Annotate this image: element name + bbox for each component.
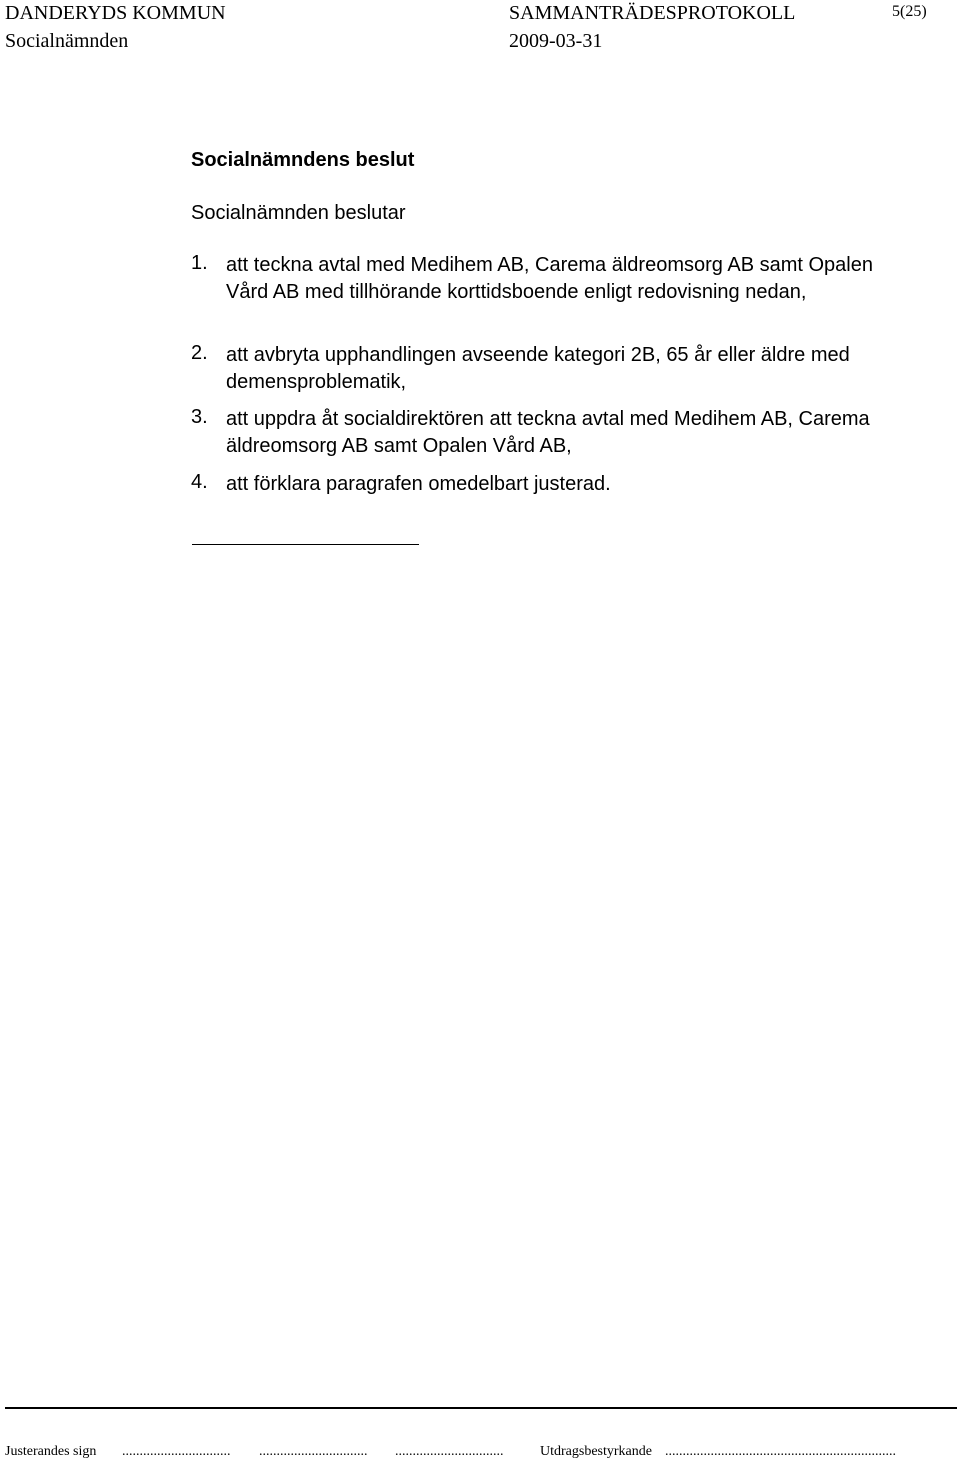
extract-signature-line: .................................................................. xyxy=(665,1444,896,1459)
signature-line-1: ............................... xyxy=(122,1444,231,1459)
section-divider xyxy=(192,544,419,545)
department-name: Socialnämnden xyxy=(5,30,129,52)
section-heading: Socialnämndens beslut xyxy=(191,149,415,171)
item-text: att avbryta upphandlingen avseende kategori 2B, 65 år eller äldre med demensproblematik, xyxy=(226,344,850,393)
item-number: 2. xyxy=(191,342,208,364)
item-text: att teckna avtal med Medihem AB, Carema äldreomsorg AB samt Opalen Vård AB med tillhörande korttidsboende enligt redovisning nedan, xyxy=(226,254,873,303)
justerandes-sign-label: Justerandes sign xyxy=(5,1444,97,1459)
item-number: 3. xyxy=(191,406,208,428)
signature-line-2: ............................... xyxy=(259,1444,368,1459)
utdragsbestyrkande-label: Utdragsbestyrkande xyxy=(540,1444,652,1459)
document-type: SAMMANTRÄDESPROTOKOLL xyxy=(509,2,796,24)
item-text: att uppdra åt socialdirektören att teckna avtal med Medihem AB, Carema äldreomsorg AB samt Opalen Vård AB, xyxy=(226,408,870,457)
decision-intro: Socialnämnden beslutar xyxy=(191,202,406,224)
page-number: 5(25) xyxy=(892,3,927,20)
footer xyxy=(5,1444,957,1464)
meeting-date: 2009-03-31 xyxy=(509,30,603,52)
item-number: 4. xyxy=(191,471,208,493)
footer-rule xyxy=(5,1407,957,1409)
item-text: att förklara paragrafen omedelbart justerad. xyxy=(226,473,611,495)
item-number: 1. xyxy=(191,252,208,274)
organization-name: DANDERYDS KOMMUN xyxy=(5,2,226,24)
signature-line-3: ............................... xyxy=(395,1444,504,1459)
